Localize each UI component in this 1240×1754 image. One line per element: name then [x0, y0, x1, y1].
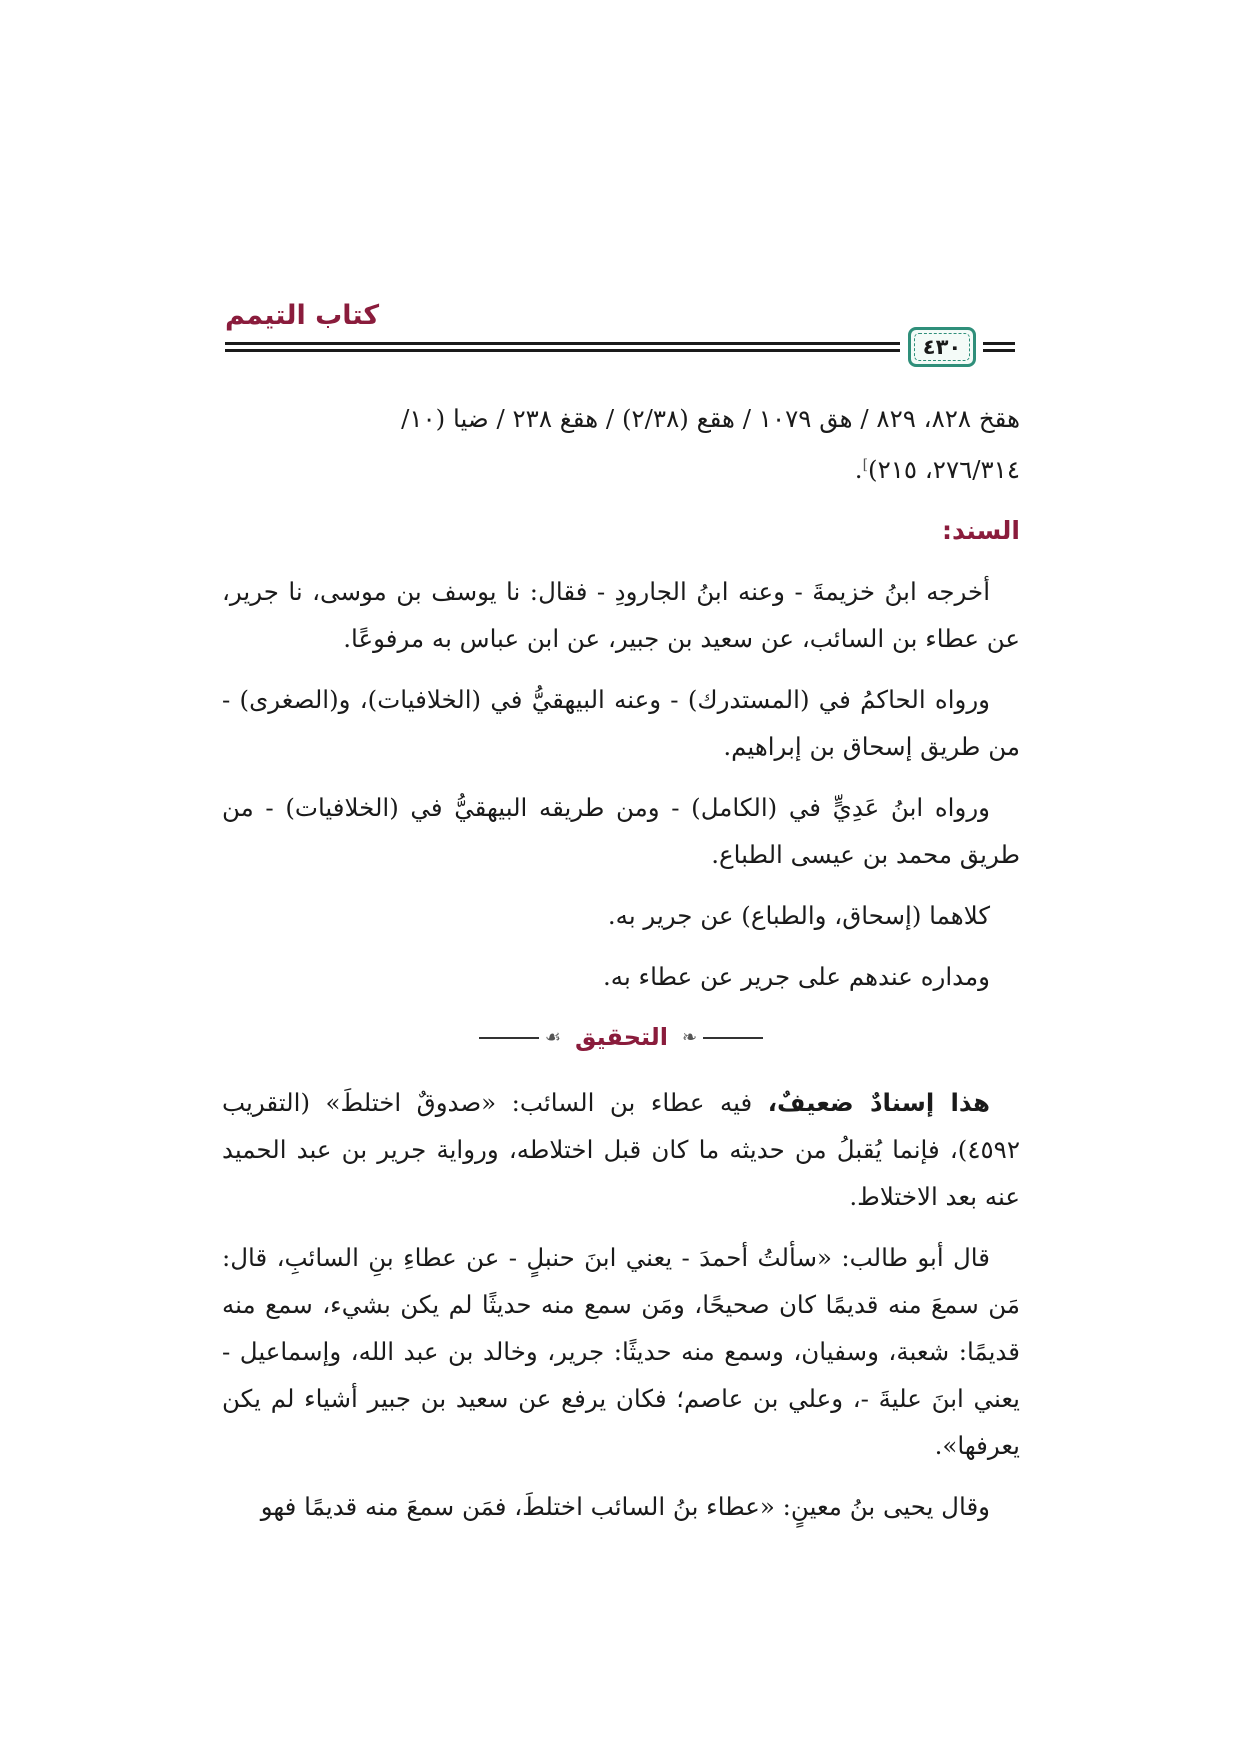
page-header	[225, 300, 1015, 385]
page-number: ٤٣٠	[922, 335, 962, 359]
paragraph-7: قال أبو طالب: «سألتُ أحمدَ - يعني ابنَ حنبلٍ - عن عطاءِ بنِ السائبِ، قال: مَن سمعَ منه قديمًا كان صحيحًا، ومَن سمع منه حديثًا لم يكن بشيء، سمع منه قديمًا: شعبة، وسفيان، وسمع منه حديثًا: جرير، وخالد بن عبد الله، وإسماعيل - يعني ابنَ عليةَ -، وعلي بن عاصم؛ فكان يرفع عن سعيد بن جبير أشياء لم يكن يعرفها».	[222, 1243, 1020, 1461]
paragraph-6-text: فيه عطاء بن السائب: «صدوقٌ اختلطَ» (التقريب ٤٥٩٢)، فإنما يُقبلُ من حديثه ما كان قبل اختلاطه، ورواية جرير بن عبد الحميد عنه بعد الاختلاط.	[222, 1088, 1020, 1212]
paragraph-2: ورواه الحاكمُ في (المستدرك) - وعنه البيهقيُّ في (الخلافيات)، و(الصغرى) - من طريق إسحاق بن إبراهيم.	[222, 685, 1020, 762]
ornament-icon: ❧	[682, 1027, 698, 1049]
page-content	[222, 395, 1020, 1544]
header-rule	[225, 342, 900, 352]
divider-line-left	[479, 1037, 539, 1039]
paragraph-1: أخرجه ابنُ خزيمةَ - وعنه ابنُ الجارودِ - فقال: نا يوسف بن موسى، نا جرير، عن عطاء بن السائب، عن سعيد بن جبير، عن ابن عباس به مرفوعًا.	[222, 577, 1020, 654]
paragraph-6	[222, 1079, 1020, 1220]
paragraph-3: ورواه ابنُ عَدِيٍّ في (الكامل) - ومن طريقه البيهقيُّ في (الخلافيات) - من طريق محمد بن عيسى الطباع.	[222, 793, 1020, 870]
sanad-heading: السند:	[941, 516, 1020, 546]
references-line-1: هقخ ٨٢٨، ٨٢٩ / هق ١٠٧٩ / هقع (٢/٣٨) / هقغ ٢٣٨ / ضيا (١٠/	[401, 404, 1020, 433]
verdict-text: هذا إسنادٌ ضعيفٌ،	[767, 1088, 990, 1118]
page-number-frame	[908, 327, 976, 367]
book-title: كتاب التيمم	[225, 300, 380, 331]
paragraph-5: ومداره عندهم على جرير عن عطاء به.	[603, 962, 990, 992]
tahqiq-heading: التحقيق	[575, 1023, 669, 1052]
paragraph-8: وقال يحيى بنُ معينٍ: «عطاء بنُ السائب اختلطَ، فمَن سمعَ منه قديمًا فهو	[260, 1492, 990, 1522]
references-paragraph: هقخ ٨٢٨، ٨٢٩ / هق ١٠٧٩ / هقع (٢/٣٨) / هقغ ٢٣٨ / ضيا (١٠/ ٢٧٦/٣١٤، ٢١٥)].	[401, 404, 1020, 485]
references-line-2: ٢٧٦/٣١٤، ٢١٥)	[868, 455, 1020, 485]
references-marker: ]	[862, 457, 869, 473]
paragraph-4: كلاهما (إسحاق، والطباع) عن جرير به.	[607, 901, 990, 931]
header-rule-right	[983, 342, 1015, 352]
divider-line-right	[703, 1037, 763, 1039]
ornament-icon: ☙	[544, 1027, 561, 1049]
tahqiq-divider	[222, 1014, 1020, 1061]
